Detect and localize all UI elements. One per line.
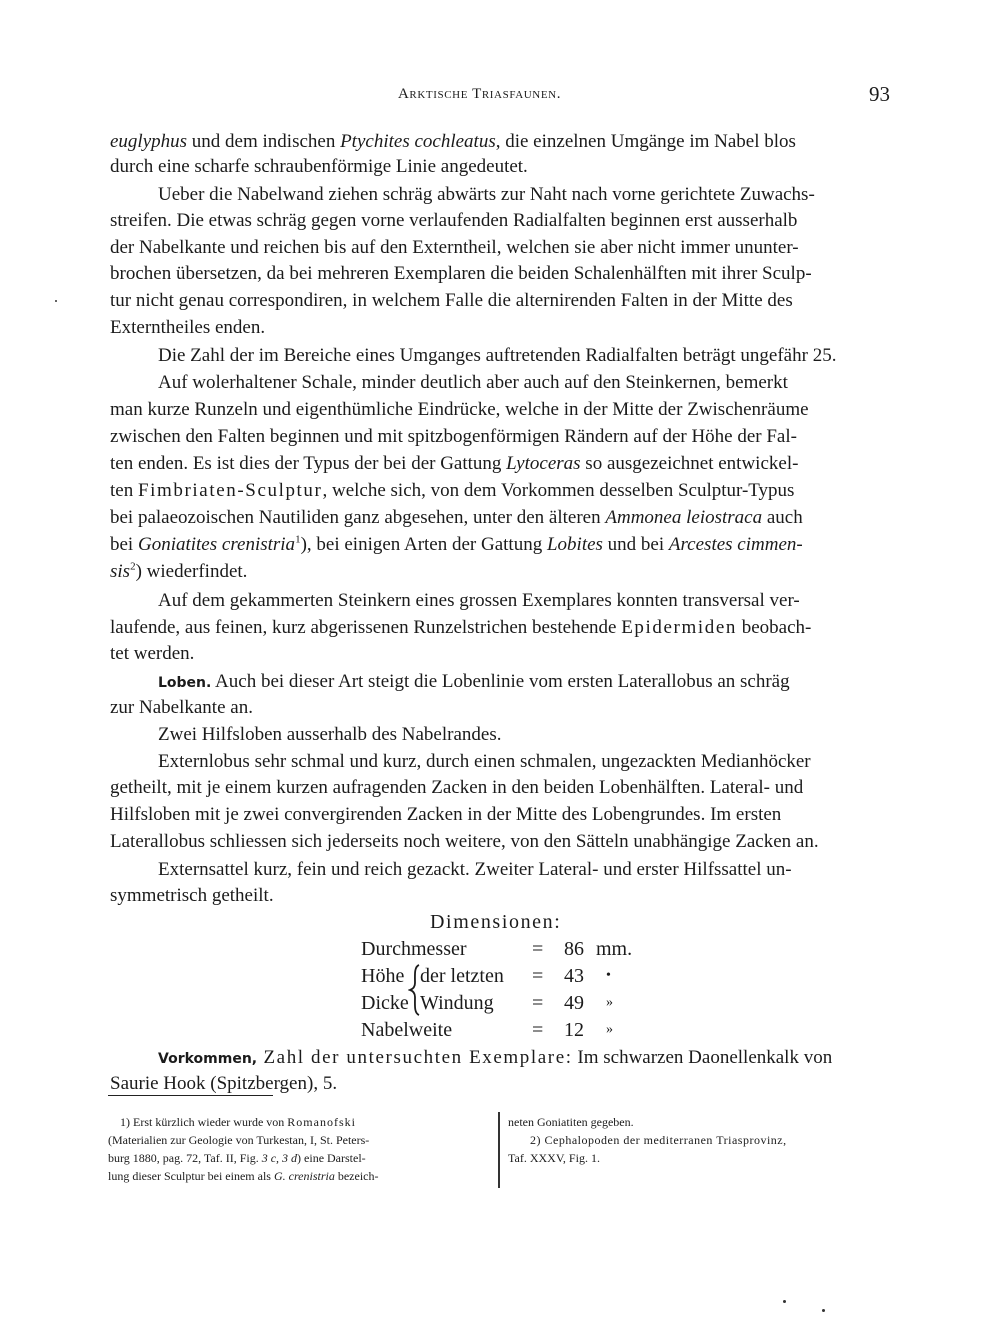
footnote-rule bbox=[108, 1095, 273, 1096]
scan-speck bbox=[55, 300, 57, 302]
text-line: Vorkommen, Zahl der untersuchten Exemplare: Im schwarzen Daonellenkalk von bbox=[158, 1047, 833, 1068]
dim-equals: = bbox=[532, 938, 544, 960]
text-line: sis$^2$) wiederfindet. bbox=[110, 560, 248, 582]
text-line: Externlobus sehr schmal und kurz, durch einen schmalen, ungezackten Medianhöcker bbox=[158, 751, 811, 772]
section-label-vorkommen: Vorkommen, bbox=[158, 1051, 258, 1067]
dim-label: Nabelweite bbox=[361, 1019, 453, 1041]
dim-unit: » bbox=[606, 995, 613, 1010]
dim-value: 86 bbox=[564, 938, 584, 960]
dimensions-title: Dimensionen: bbox=[430, 911, 562, 933]
text-line: ten Fimbriaten-Sculptur, welche sich, von dem Vorkommen desselben Sculptur-Typus bbox=[110, 480, 795, 501]
text-line: Laterallobus schliessen sich jederseits noch weitere, von den Sätteln unabhängige Zacken an. bbox=[110, 831, 819, 852]
text-line: euglyphus und dem indischen Ptychites cochleatus, die einzelnen Umgänge im Nabel blos bbox=[110, 131, 796, 152]
scan-speck bbox=[783, 1300, 786, 1303]
dim-value: 12 bbox=[564, 1019, 584, 1041]
text-line: getheilt, mit je einem kurzen aufragenden Zacken in den beiden Lobenhälften. Lateral- und bbox=[110, 777, 804, 798]
text-line: Ueber die Nabelwand ziehen schräg abwärts zur Naht nach vorne gerichtete Zuwachs- bbox=[158, 184, 815, 205]
text-line: streifen. Die etwas schräg gegen vorne verlaufenden Radialfalten beginnen erst ausserhalb bbox=[110, 210, 798, 231]
dim-unit: mm. bbox=[596, 938, 633, 960]
text-line: durch eine scharfe schraubenförmige Linie angedeutet. bbox=[110, 156, 528, 177]
text-line: zwischen den Falten beginnen und mit spitzbogenförmigen Rändern auf der Höhe der Fal- bbox=[110, 426, 797, 447]
footnote-column-divider bbox=[498, 1112, 500, 1188]
dim-unit: » bbox=[606, 1022, 613, 1037]
dim-unit: • bbox=[606, 968, 611, 983]
text-line: Hilfsloben mit je zwei convergirenden Zacken in der Mitte des Lobengrundes. Im ersten bbox=[110, 804, 782, 825]
dim-value: 49 bbox=[564, 992, 584, 1014]
footnote-line: burg 1880, pag. 72, Taf. II, Fig. 3 c, 3 d) eine Darstel- bbox=[108, 1151, 366, 1165]
text-line: brochen übersetzen, da bei mehreren Exemplaren die beiden Schalenhälften mit ihrer Sculp- bbox=[110, 263, 812, 284]
running-title: Arktische Triasfaunen. bbox=[398, 86, 562, 102]
section-label-loben: Loben. bbox=[158, 675, 212, 691]
footnote-line: neten Goniatiten gegeben. bbox=[508, 1115, 634, 1129]
footnote-line: (Materialien zur Geologie von Turkestan, I, St. Peters- bbox=[108, 1133, 370, 1147]
text-line: Loben. Auch bei dieser Art steigt die Lobenlinie vom ersten Laterallobus an schräg bbox=[158, 671, 790, 692]
text-line: tur nicht genau correspondiren, in welchem Falle die alternirenden Falten in der Mitte des bbox=[110, 290, 793, 311]
dim-label: Durchmesser bbox=[361, 938, 467, 960]
text-line: bei Goniatites crenistria$^1$), bei einigen Arten der Gattung Lobites und bei Arcestes cimmen- bbox=[110, 533, 803, 555]
text-line: Die Zahl der im Bereiche eines Umganges auftretenden Radialfalten beträgt ungefähr 25. bbox=[158, 345, 837, 366]
text-line: bei palaeozoischen Nautiliden ganz abgesehen, unter den älteren Ammonea leiostraca auch bbox=[110, 507, 803, 528]
dim-label-shared: Windung bbox=[420, 992, 494, 1014]
text-line: Auf dem gekammerten Steinkern eines grossen Exemplares konnten transversal ver- bbox=[158, 590, 800, 611]
dim-label: Höhe bbox=[361, 965, 405, 987]
footnote-ref: 1 bbox=[295, 533, 301, 546]
text-line: Zwei Hilfsloben ausserhalb des Nabelrandes. bbox=[158, 724, 502, 745]
page-number: 93 bbox=[869, 82, 890, 106]
dim-label: Dicke bbox=[361, 992, 409, 1014]
text-line: laufende, aus feinen, kurz abgerissenen Runzelstrichen bestehende Epidermiden beobach- bbox=[110, 617, 812, 638]
dim-equals: = bbox=[532, 992, 544, 1014]
dim-label-shared: der letzten bbox=[420, 965, 504, 987]
footnote-line: 2) Cephalopoden der mediterranen Triasprovinz, bbox=[530, 1133, 787, 1147]
text-line: Externsattel kurz, fein und reich gezackt. Zweiter Lateral- und erster Hilfssattel un- bbox=[158, 859, 792, 880]
text-line: zur Nabelkante an. bbox=[110, 697, 253, 718]
text-line: symmetrisch getheilt. bbox=[110, 885, 274, 906]
text-line: der Nabelkante und reichen bis auf den Externtheil, welchen sie aber nicht immer ununter- bbox=[110, 237, 799, 258]
dim-value: 43 bbox=[564, 965, 584, 987]
text-line: Saurie Hook (Spitzbergen), 5. bbox=[110, 1073, 338, 1094]
text-line: ten enden. Es ist dies der Typus der bei der Gattung Lytoceras so ausgezeichnet entwickel- bbox=[110, 453, 799, 474]
footnote-ref: 2 bbox=[130, 560, 136, 573]
curly-brace-icon bbox=[408, 963, 422, 1017]
footnote-line: 1) Erst kürzlich wieder wurde von Romanofski bbox=[120, 1115, 356, 1129]
page-header bbox=[110, 82, 890, 116]
footnote-line: lung dieser Sculptur bei einem als G. crenistria bezeich- bbox=[108, 1169, 379, 1183]
scan-speck bbox=[822, 1309, 825, 1312]
dim-equals: = bbox=[532, 965, 544, 987]
dim-equals: = bbox=[532, 1019, 544, 1041]
footnote-line: Taf. XXXV, Fig. 1. bbox=[508, 1151, 600, 1165]
text-line: man kurze Runzeln und eigenthümliche Eindrücke, welche in der Mitte der Zwischenräume bbox=[110, 399, 809, 420]
text-line: tet werden. bbox=[110, 643, 195, 664]
text-line: Auf wolerhaltener Schale, minder deutlich aber auch auf den Steinkernen, bemerkt bbox=[158, 372, 788, 393]
text-line: Externtheiles enden. bbox=[110, 317, 266, 338]
